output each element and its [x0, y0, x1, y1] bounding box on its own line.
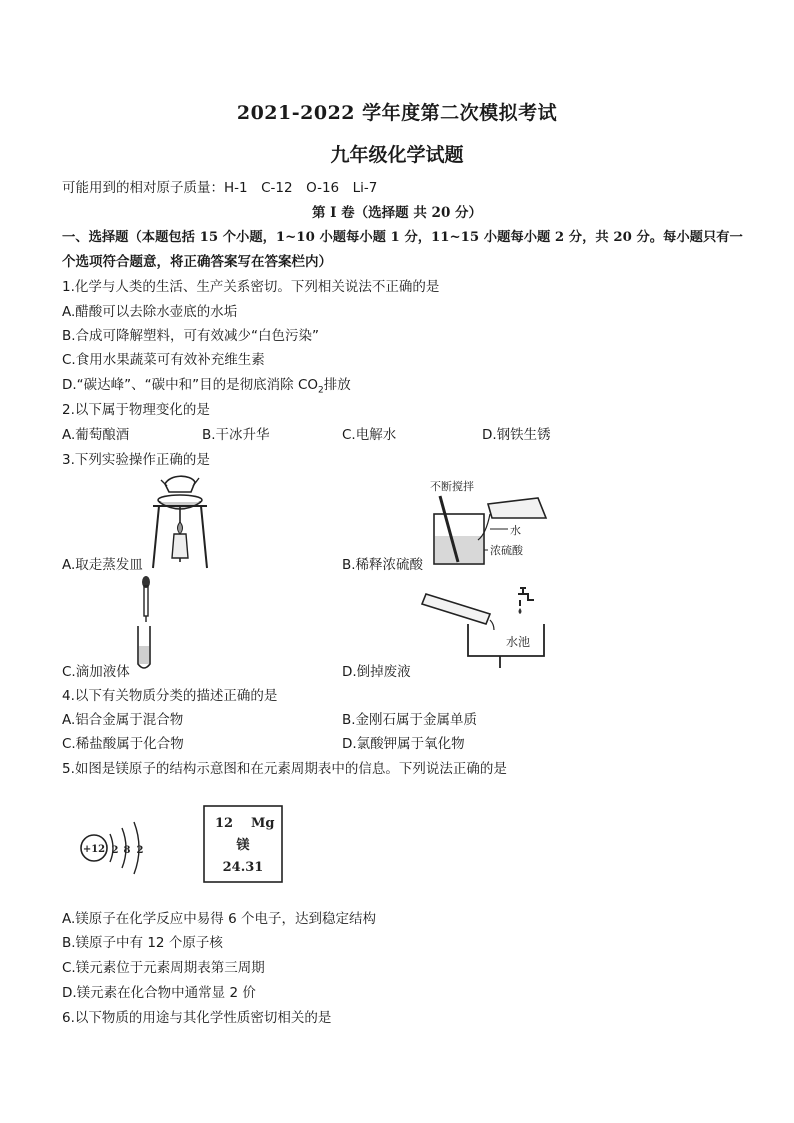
- q6-stem: 6.以下物质的用途与其化学性质密切相关的是: [62, 1010, 332, 1026]
- q1-option-d-subscript: 2: [318, 385, 324, 396]
- element-symbol: Mg: [251, 816, 275, 831]
- q4-option-c: C.稀盐酸属于化合物: [62, 736, 184, 752]
- q5-option-a: A.镁原子在化学反应中易得 6 个电子，达到稳定结构: [62, 911, 376, 927]
- element-atomic-mass: 24.31: [222, 860, 264, 875]
- q1-stem: 1.化学与人类的生活、生产关系密切。下列相关说法不正确的是: [62, 279, 440, 295]
- q3-stem: 3.下列实验操作正确的是: [62, 452, 210, 468]
- q1-option-b: B.合成可降解塑料，可有效减少“白色污染”: [62, 328, 320, 344]
- section-title-line1: 一、选择题（本题包括 15 个小题，1~10 小题每小题 1 分，11~15 小题每小题 2 分，共 20 分。每小题只有一: [62, 230, 743, 245]
- q5-stem: 5.如图是镁原子的结构示意图和在元素周期表中的信息。下列说法正确的是: [62, 761, 507, 777]
- q4-option-a: A.铝合金属于混合物: [62, 712, 184, 728]
- q2-option-a: A.葡萄酿酒: [62, 427, 130, 443]
- figure-evaporating-dish: [145, 472, 215, 572]
- q3-option-d: D.倒掉废液: [342, 664, 411, 680]
- q3-option-c: C.滴加液体: [62, 664, 130, 680]
- part1-heading: 第 I 卷（选择题 共 20 分）: [311, 205, 483, 221]
- fig-b-label-water: 水: [510, 524, 521, 537]
- q2-option-b: B.干冰升华: [202, 427, 270, 443]
- figure-pour-waste-liquid: [420, 580, 550, 672]
- fig-b-label-acid: 浓硫酸: [490, 544, 523, 557]
- fig-b-label-stir: 不断搅拌: [430, 480, 474, 493]
- q4-option-b: B.金刚石属于金属单质: [342, 712, 478, 728]
- q1-option-d: [62, 373, 351, 396]
- q5-option-c: C.镁元素位于元素周期表第三周期: [62, 960, 265, 976]
- q2-option-c: C.电解水: [342, 427, 397, 443]
- exam-subtitle: 九年级化学试题: [330, 144, 464, 166]
- element-name: 镁: [236, 838, 250, 853]
- atomic-masses-note: 可能用到的相对原子质量：H-1 C-12 O-16 Li-7: [62, 180, 378, 196]
- q5-option-b: B.镁原子中有 12 个原子核: [62, 935, 223, 951]
- figure-dilute-sulfuric-acid: [428, 474, 558, 570]
- atom-shell-2: 8: [123, 845, 131, 856]
- atom-shell-3: 2: [136, 845, 144, 856]
- q2-option-d: D.钢铁生锈: [482, 427, 551, 443]
- atom-nucleus-charge: +12: [82, 844, 106, 855]
- q1-option-a: A.醋酸可以去除水壶底的水垢: [62, 304, 238, 320]
- q3-option-b: B.稀释浓硫酸: [342, 557, 424, 573]
- element-atomic-number: 12: [215, 816, 234, 831]
- q2-stem: 2.以下属于物理变化的是: [62, 402, 210, 418]
- section-title-line2: 个选项符合题意，将正确答案写在答案栏内）: [62, 254, 332, 270]
- q4-option-d: D.氯酸钾属于氧化物: [342, 736, 465, 752]
- q4-stem: 4.以下有关物质分类的描述正确的是: [62, 688, 278, 704]
- atom-shell-1: 2: [111, 845, 119, 856]
- fig-d-label-sink: 水池: [506, 635, 531, 649]
- q5-option-d: D.镁元素在化合物中通常显 2 价: [62, 985, 256, 1001]
- figure-periodic-table-cell: [203, 805, 283, 883]
- q1-option-d-text: D.“碳达峰”、“碳中和”目的是彻底消除 CO: [62, 377, 319, 393]
- q1-option-c: C.食用水果蔬菜可有效补充维生素: [62, 352, 265, 368]
- exam-title: 2021-2022 学年度第二次模拟考试: [236, 102, 558, 124]
- q3-option-a: A.取走蒸发皿: [62, 557, 143, 573]
- figure-dropper-test-tube: [128, 574, 158, 674]
- figure-magnesium-atom-structure: [78, 808, 158, 888]
- q1-option-d-tail: 排放: [323, 377, 351, 393]
